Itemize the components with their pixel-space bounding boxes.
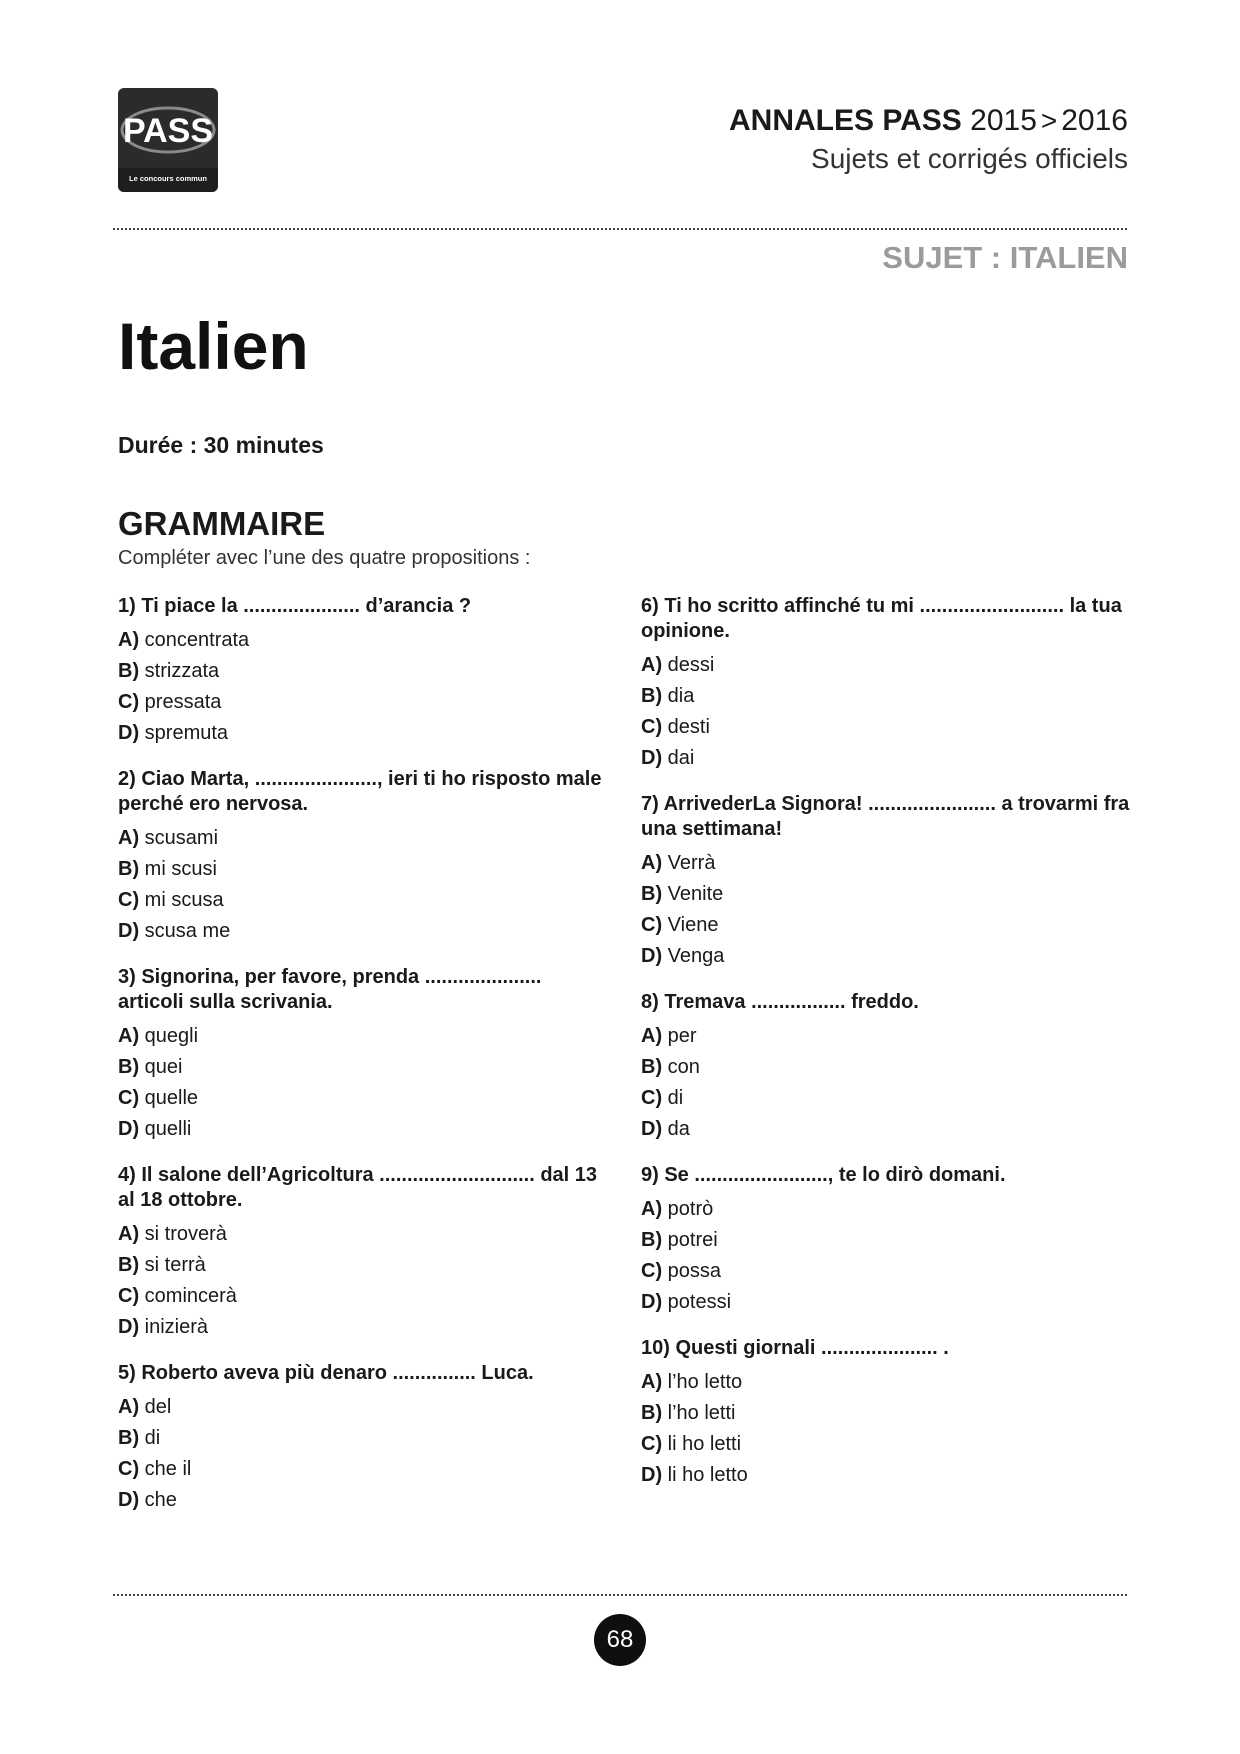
answer-option — [641, 1021, 1131, 1052]
option-letter: B) — [118, 660, 140, 682]
option-text: li ho letti — [662, 1433, 742, 1455]
page-number: 68 — [594, 1614, 646, 1666]
option-text: Venga — [662, 945, 725, 967]
section-heading: GRAMMAIRE — [118, 505, 326, 542]
option-letter: D) — [118, 722, 140, 744]
option-letter: A) — [118, 629, 140, 651]
question-7 — [641, 792, 1131, 972]
answer-option — [118, 1114, 608, 1145]
option-text: concentrata — [139, 629, 250, 651]
question-2 — [118, 767, 608, 947]
option-text: con — [662, 1056, 700, 1078]
year-to: 2016 — [1061, 104, 1128, 137]
question-text: 1) Ti piace la ..................... d’arancia ? — [118, 595, 472, 617]
option-text: l’ho letti — [662, 1402, 736, 1424]
question-text: 9) Se ........................, te lo dirò domani. — [641, 1164, 1006, 1186]
option-letter: A) — [118, 1396, 140, 1418]
answer-option — [641, 1114, 1131, 1145]
option-letter: B) — [118, 858, 140, 880]
answer-option — [641, 1367, 1131, 1398]
option-letter: C) — [118, 1285, 140, 1307]
option-text: comincerà — [139, 1285, 237, 1307]
option-letter: B) — [118, 1056, 140, 1078]
option-letter: D) — [118, 1489, 140, 1511]
footer-divider — [113, 1594, 1127, 1596]
answer-option — [118, 1392, 608, 1423]
series-subtitle: Sujets et corrigés officiels — [811, 143, 1128, 174]
page-title: Italien — [118, 309, 309, 383]
option-text: si terrà — [139, 1254, 206, 1276]
answer-option — [641, 1287, 1131, 1318]
question-text: 4) Il salone dell’Agricoltura ............................ dal 13 al 18 ottobre. — [118, 1164, 598, 1211]
questions-column-left — [118, 594, 608, 1534]
option-letter: D) — [118, 920, 140, 942]
answer-option — [641, 1429, 1131, 1460]
questions-column-right — [641, 594, 1131, 1509]
answer-option — [118, 1454, 608, 1485]
option-letter: B) — [641, 1229, 663, 1251]
answer-option — [641, 1225, 1131, 1256]
question-4 — [118, 1163, 608, 1343]
option-text: dessi — [662, 654, 715, 676]
option-letter: A) — [118, 1223, 140, 1245]
question-text: 2) Ciao Marta, ......................, ieri ti ho risposto male perché ero nervosa. — [118, 768, 602, 815]
option-letter: D) — [641, 1291, 663, 1313]
option-text: da — [662, 1118, 690, 1140]
answer-option — [641, 1052, 1131, 1083]
answer-option — [118, 1250, 608, 1281]
question-10 — [641, 1336, 1131, 1491]
option-letter: B) — [641, 1056, 663, 1078]
option-letter: B) — [118, 1427, 140, 1449]
answer-option — [641, 650, 1131, 681]
option-letter: C) — [641, 716, 663, 738]
option-text: strizzata — [139, 660, 220, 682]
option-letter: C) — [118, 691, 140, 713]
question-8 — [641, 990, 1131, 1145]
option-text: che il — [139, 1458, 192, 1480]
option-text: Verrà — [662, 852, 716, 874]
option-letter: D) — [641, 1118, 663, 1140]
instruction-text: Compléter avec l’une des quatre propositions : — [118, 547, 531, 569]
option-text: si troverà — [139, 1223, 227, 1245]
option-text: dia — [662, 685, 695, 707]
answer-option — [641, 743, 1131, 774]
option-text: Viene — [662, 914, 719, 936]
answer-option — [118, 687, 608, 718]
answer-option — [641, 712, 1131, 743]
option-text: di — [662, 1087, 684, 1109]
option-text: desti — [662, 716, 710, 738]
option-letter: A) — [641, 654, 663, 676]
answer-option — [641, 1256, 1131, 1287]
question-text: 6) Ti ho scritto affinché tu mi .......................... la tua opinione. — [641, 595, 1122, 642]
option-text: l’ho letto — [662, 1371, 743, 1393]
series-name: ANNALES PASS — [728, 104, 962, 137]
option-text: mi scusi — [139, 858, 217, 880]
option-text: Venite — [662, 883, 724, 905]
option-text: scusa me — [139, 920, 231, 942]
question-text: 10) Questi giornali ..................... . — [641, 1337, 949, 1359]
option-text: dai — [662, 747, 695, 769]
option-letter: A) — [641, 852, 663, 874]
answer-option — [641, 910, 1131, 941]
option-letter: D) — [118, 1316, 140, 1338]
option-text: quei — [139, 1056, 183, 1078]
answer-option — [118, 1083, 608, 1114]
option-letter: D) — [118, 1118, 140, 1140]
option-text: quegli — [139, 1025, 199, 1047]
option-text: li ho letto — [662, 1464, 748, 1486]
option-text: mi scusa — [139, 889, 224, 911]
option-text: potrei — [662, 1229, 718, 1251]
answer-option — [641, 1460, 1131, 1491]
answer-option — [118, 1052, 608, 1083]
option-text: inizierà — [139, 1316, 209, 1338]
option-letter: C) — [641, 914, 663, 936]
option-text: pressata — [139, 691, 222, 713]
question-3 — [118, 965, 608, 1145]
option-letter: A) — [118, 827, 140, 849]
option-letter: A) — [641, 1025, 663, 1047]
option-letter: B) — [641, 685, 663, 707]
option-letter: C) — [641, 1087, 663, 1109]
logo-tagline: Le concours commun — [129, 174, 207, 183]
series-title — [729, 104, 1128, 138]
option-letter: A) — [118, 1025, 140, 1047]
option-letter: C) — [641, 1433, 663, 1455]
answer-option — [118, 656, 608, 687]
option-letter: B) — [641, 883, 663, 905]
option-letter: D) — [641, 1464, 663, 1486]
option-letter: A) — [641, 1198, 663, 1220]
subject-tag: SUJET : ITALIEN — [882, 240, 1128, 275]
question-9 — [641, 1163, 1131, 1318]
option-text: per — [662, 1025, 697, 1047]
answer-option — [118, 885, 608, 916]
answer-option — [118, 1219, 608, 1250]
option-text: potessi — [662, 1291, 732, 1313]
option-letter: C) — [118, 1087, 140, 1109]
answer-option — [641, 681, 1131, 712]
year-from: 2015 — [970, 104, 1037, 137]
answer-option — [118, 823, 608, 854]
answer-option — [118, 1423, 608, 1454]
answer-option — [118, 625, 608, 656]
option-text: possa — [662, 1260, 722, 1282]
question-1 — [118, 594, 608, 749]
header-divider — [113, 228, 1127, 230]
option-letter: B) — [641, 1402, 663, 1424]
answer-option — [118, 718, 608, 749]
question-text: 3) Signorina, per favore, prenda ..................... articoli sulla scrivania. — [118, 966, 542, 1013]
answer-option — [641, 879, 1131, 910]
answer-option — [118, 1312, 608, 1343]
option-text: potrò — [662, 1198, 714, 1220]
answer-option — [118, 1281, 608, 1312]
option-text: quelle — [139, 1087, 199, 1109]
option-letter: C) — [118, 889, 140, 911]
question-text: 8) Tremava ................. freddo. — [641, 991, 919, 1013]
question-text: 5) Roberto aveva più denaro ............... Luca. — [118, 1362, 534, 1384]
year-separator: > — [1040, 105, 1058, 136]
option-letter: B) — [118, 1254, 140, 1276]
option-text: del — [139, 1396, 172, 1418]
option-letter: C) — [641, 1260, 663, 1282]
answer-option — [118, 854, 608, 885]
answer-option — [641, 1194, 1131, 1225]
option-letter: A) — [641, 1371, 663, 1393]
question-text: 7) ArrivederLa Signora! ....................... a trovarmi fra una settimana! — [641, 793, 1130, 840]
answer-option — [641, 941, 1131, 972]
question-6 — [641, 594, 1131, 774]
option-text: che — [139, 1489, 177, 1511]
option-text: spremuta — [139, 722, 229, 744]
answer-option — [118, 1021, 608, 1052]
answer-option — [118, 1485, 608, 1516]
question-5 — [118, 1361, 608, 1516]
answer-option — [641, 848, 1131, 879]
answer-option — [641, 1083, 1131, 1114]
answer-option — [118, 916, 608, 947]
option-letter: D) — [641, 945, 663, 967]
answer-option — [641, 1398, 1131, 1429]
pass-logo — [118, 88, 218, 192]
option-text: di — [139, 1427, 161, 1449]
option-text: scusami — [139, 827, 219, 849]
logo-wordmark: PASS — [122, 112, 214, 150]
option-text: quelli — [139, 1118, 192, 1140]
option-letter: C) — [118, 1458, 140, 1480]
exam-duration: Durée : 30 minutes — [118, 432, 324, 458]
option-letter: D) — [641, 747, 663, 769]
